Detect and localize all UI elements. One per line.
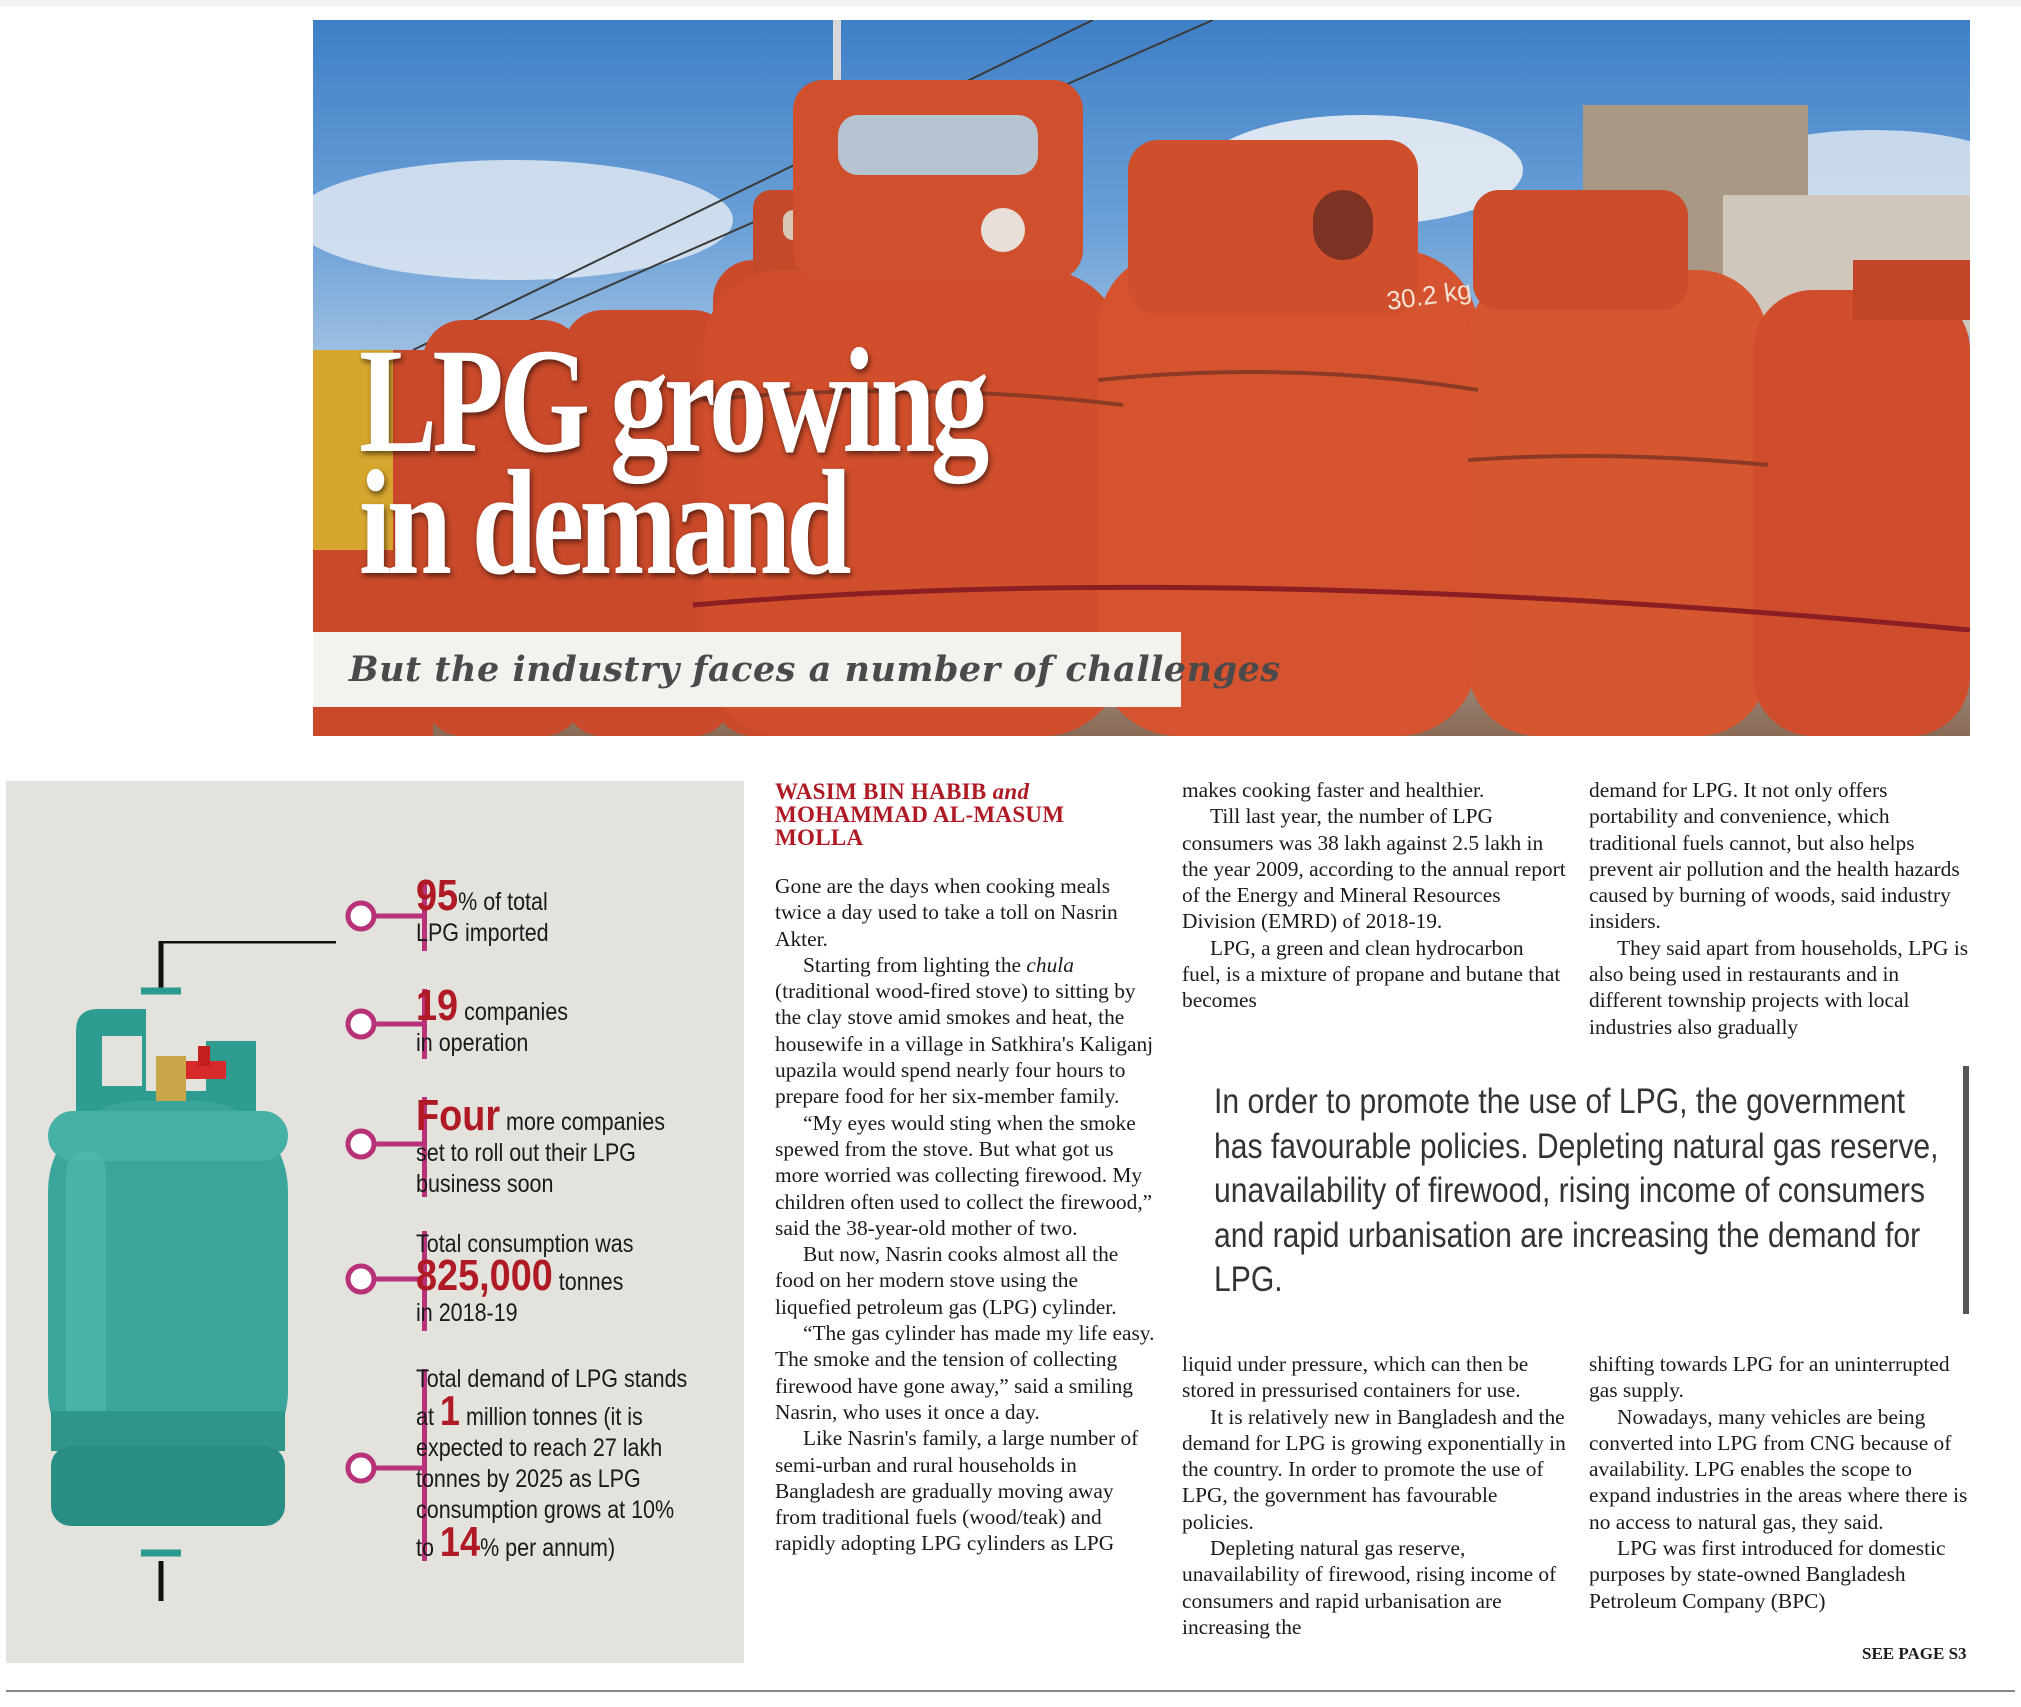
paragraph: It is relatively new in Bangladesh and the demand for LPG is growing exponentially in the country. In order to promote the use of LPG, the government has favourable policies. bbox=[1182, 1404, 1566, 1534]
paragraph: “My eyes would sting when the smoke spewed from the stove. But what got us more worried was collecting firewood. My children often used to collect the firewood,” said the 38-year-old mother of two. bbox=[775, 1110, 1153, 1240]
paragraph: demand for LPG. It not only offers portability and convenience, which traditional fuels cannot, but also helps prevent air pollution and the health hazards caused by burning of woods, said industry insiders. bbox=[1589, 778, 1960, 934]
lpg-cylinder-illustration bbox=[36, 941, 336, 1601]
stat-text: Total consumption was bbox=[416, 1230, 634, 1258]
stat-text: in operation bbox=[416, 1029, 529, 1057]
byline bbox=[775, 780, 1064, 849]
paragraph: Starting from lighting the chula (traditional wood-fired stove) to sitting by the clay stove amid smokes and heat, the housewife in a village in Satkhira's Kaliganj upazila would spend nearly four hours to prepare food for her six-member family. bbox=[775, 952, 1154, 1109]
article-column-1 bbox=[775, 873, 1157, 1557]
stat-text: consumption grows at 10% bbox=[416, 1496, 675, 1524]
stat-text: % of total bbox=[458, 888, 548, 916]
paragraph: makes cooking faster and healthier. bbox=[1182, 778, 1485, 802]
stat-new-companies bbox=[416, 1091, 665, 1200]
headline-line-2: in demand bbox=[359, 440, 847, 606]
paragraph: Like Nasrin's family, a large number of semi-urban and rural households in Bangladesh are gradually moving away from traditional fuels (wood/teak) and rapidly adopting LPG cylinders as LPG bbox=[775, 1426, 1139, 1556]
bottom-rule bbox=[6, 1690, 2015, 1692]
see-page-link[interactable]: SEE PAGE S3 bbox=[1862, 1644, 1967, 1663]
byline-and: and bbox=[992, 779, 1030, 804]
stat-companies bbox=[416, 981, 569, 1059]
stat-text: tonnes by 2025 as LPG bbox=[416, 1465, 641, 1493]
stat-text: million tonnes (it is bbox=[459, 1403, 643, 1431]
paragraph: But now, Nasrin cooks almost all the food on her modern stove using the liquefied petroleum gas (LPG) cylinder. bbox=[775, 1242, 1119, 1319]
stat-text: Total demand of LPG stands bbox=[416, 1365, 688, 1393]
article-column-3-top bbox=[1589, 777, 1973, 1040]
infographic-panel bbox=[6, 781, 744, 1663]
headline-line-1: LPG growing bbox=[359, 318, 985, 484]
stat-number: 825,000 bbox=[416, 1251, 553, 1300]
subtitle-box bbox=[313, 632, 1281, 707]
top-edge bbox=[0, 0, 2021, 6]
stat-text: set to roll out their LPG bbox=[416, 1139, 636, 1167]
stat-text: expected to reach 27 lakh bbox=[416, 1434, 663, 1462]
stat-text: companies bbox=[458, 998, 569, 1026]
article-column-3-bottom bbox=[1589, 1351, 1973, 1614]
stat-text: LPG imported bbox=[416, 919, 549, 947]
headline bbox=[359, 318, 985, 606]
stat-text: at bbox=[416, 1403, 440, 1431]
stat-demand bbox=[416, 1364, 687, 1564]
stat-number: 14 bbox=[439, 1518, 481, 1565]
paragraph: Till last year, the number of LPG consumers was 38 lakh against 2.5 lakh in the year 2009, according to the annual report of the Energy and Mineral Resources Division (EMRD) of 2018-19. bbox=[1182, 804, 1566, 934]
stat-text: to bbox=[416, 1534, 440, 1562]
paragraph: Depleting natural gas reserve, unavailability of firewood, rising income of consumers and rapid urbanisation are increasing the bbox=[1182, 1536, 1557, 1639]
stat-text: in 2018-19 bbox=[416, 1299, 518, 1327]
stat-number: 1 bbox=[439, 1387, 460, 1434]
paragraph: LPG was first introduced for domestic purposes by state-owned Bangladesh Petroleum Company (BPC) bbox=[1589, 1536, 1946, 1613]
stat-text: tonnes bbox=[552, 1268, 624, 1296]
author-name: WASIM BIN HABIB bbox=[775, 779, 987, 804]
paragraph: Gone are the days when cooking meals twice a day used to take a toll on Nasrin Akter. bbox=[775, 874, 1118, 951]
paragraph: shifting towards LPG for an uninterrupted gas supply. bbox=[1589, 1352, 1950, 1403]
stat-text: more companies bbox=[500, 1108, 665, 1136]
author-name: MOLLA bbox=[775, 825, 864, 850]
paragraph: Nowadays, many vehicles are being converted into LPG from CNG because of availability. LPG enables the scope to expand industries in the areas where there is no access to natural gas, they said. bbox=[1589, 1404, 1968, 1534]
author-name: MOHAMMAD AL-MASUM bbox=[775, 802, 1065, 827]
article-column-2-bottom bbox=[1182, 1351, 1566, 1640]
paragraph: liquid under pressure, which can then be stored in pressurised containers for use. bbox=[1182, 1352, 1529, 1403]
stat-number: Four bbox=[416, 1091, 501, 1140]
pull-quote-rule bbox=[1963, 1066, 1969, 1314]
hero-photo bbox=[313, 20, 1970, 736]
article-column-2-top bbox=[1182, 777, 1566, 1014]
stat-consumption bbox=[416, 1229, 633, 1329]
subtitle: But the industry faces a number of challenges bbox=[349, 649, 1281, 690]
stat-text: business soon bbox=[416, 1170, 554, 1198]
paragraph: They said apart from households, LPG is also being used in restaurants and in different township projects with local industries also gradually bbox=[1589, 935, 1969, 1039]
cylinder-label-30-2: 30.2 kg bbox=[1384, 274, 1474, 316]
stat-number: 95 bbox=[416, 871, 459, 920]
stat-number: 19 bbox=[416, 981, 459, 1030]
paragraph: “The gas cylinder has made my life easy. The smoke and the tension of collecting firewood have gone away,” said a smiling Nasrin, who uses it once a day. bbox=[775, 1321, 1155, 1424]
pull-quote: In order to promote the use of LPG, the government has favourable policies. Depleting natural gas reserve, unavailability of firewood, rising income of consumers and rapid urbanisation are increasing the demand for LPG. bbox=[1214, 1082, 1939, 1299]
paragraph: LPG, a green and clean hydrocarbon fuel, is a mixture of propane and butane that becomes bbox=[1182, 935, 1561, 1013]
stat-imported bbox=[416, 871, 549, 949]
stat-text: % per annum) bbox=[480, 1534, 616, 1562]
